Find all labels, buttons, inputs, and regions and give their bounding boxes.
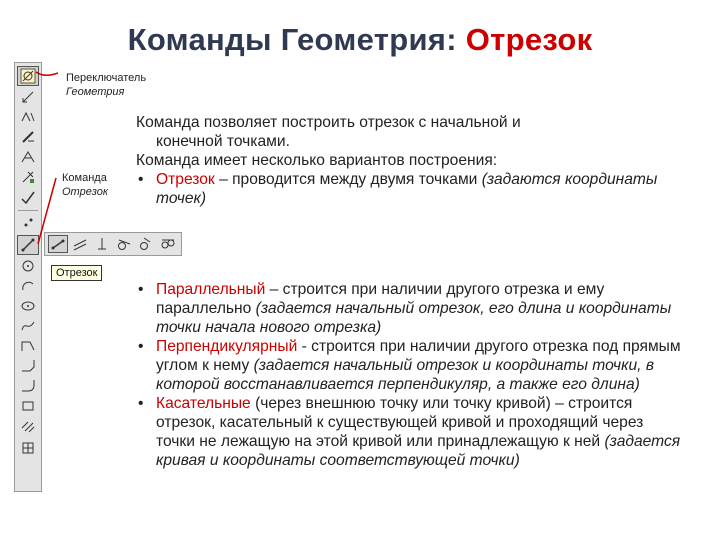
select-icon[interactable] <box>18 188 38 206</box>
switch-callout-sub: Геометрия <box>66 86 125 98</box>
parametrization-icon[interactable] <box>18 148 38 166</box>
intro-line2: Команда имеет несколько вариантов построения: <box>136 152 498 169</box>
compact-toolbar <box>14 62 42 492</box>
fillet-icon[interactable] <box>18 377 38 395</box>
tangent-segment-icon[interactable] <box>114 235 134 253</box>
hatch-icon[interactable] <box>18 417 38 435</box>
segment-tooltip: Отрезок <box>51 265 102 281</box>
segment-subtoolbar <box>44 232 182 256</box>
arc-icon[interactable] <box>18 277 38 295</box>
rectangle-icon[interactable] <box>18 397 38 415</box>
tangent-curves-segment-icon[interactable] <box>136 235 156 253</box>
intro-line1b: конечной точками. <box>156 133 290 150</box>
bullet-segment-term: Отрезок <box>156 171 215 188</box>
point-icon[interactable] <box>18 214 38 232</box>
bullet-parallel-term: Параллельный <box>156 281 266 298</box>
circle-icon[interactable] <box>18 257 38 275</box>
slide-title <box>0 22 720 58</box>
bullet-tangent-term: Касательные <box>156 395 251 412</box>
segment-icon[interactable] <box>17 235 39 255</box>
bullet-segment-italic: (задаются координаты точек) <box>156 171 658 207</box>
intro-line1: Команда позволяет построить отрезок с начальной и <box>136 114 521 131</box>
bullet-segment-text: – проводится между двумя точками <box>214 171 482 188</box>
bullet-segment <box>136 170 676 208</box>
bullet-tangent-italic: (задается кривая и координаты соответствующей точки) <box>156 433 681 469</box>
switch-callout-label: Переключатель <box>66 72 147 84</box>
bullet-perpendicular-italic: (задается начальный отрезок и координаты точки, в которой восстанавливается перпендикуляр, а также его длина) <box>156 357 654 393</box>
bullet-perpendicular-text: - строится при наличии другого отрезка под прямым углом к нему <box>156 338 681 374</box>
bullet-dot: • <box>138 395 144 412</box>
bullet-dot: • <box>138 171 144 188</box>
intro-text <box>136 113 676 208</box>
bullet-perpendicular-term: Перпендикулярный <box>156 338 298 355</box>
variants-text <box>136 280 684 470</box>
bullet-tangent-text: (через внешнюю точку или точку кривой) – строится отрезок, касательный к существующей кривой и проходящий через точки не лежащую на этой кривой или принадлежащую к ней <box>156 395 644 450</box>
spline-icon[interactable] <box>18 317 38 335</box>
parallel-segment-icon[interactable] <box>70 235 90 253</box>
bullet-parallel <box>136 280 684 337</box>
edit-icon[interactable] <box>18 128 38 146</box>
designations-icon[interactable] <box>18 108 38 126</box>
perpendicular-segment-icon[interactable] <box>92 235 112 253</box>
bullet-perpendicular <box>136 337 684 394</box>
contour-icon[interactable] <box>18 439 38 457</box>
chamfer-icon[interactable] <box>18 357 38 375</box>
switch-callout <box>66 71 146 99</box>
bullet-dot: • <box>138 281 144 298</box>
bullet-parallel-italic: (задается начальный отрезок, его длина и координаты точки начала нового отрезка) <box>156 300 672 336</box>
command-callout <box>62 171 108 199</box>
polyline-icon[interactable] <box>18 337 38 355</box>
dimensions-icon[interactable] <box>18 88 38 106</box>
bullet-tangent <box>136 394 684 470</box>
measure-icon[interactable] <box>18 168 38 186</box>
ellipse-icon[interactable] <box>18 297 38 315</box>
command-callout-sub: Отрезок <box>62 186 109 198</box>
geometry-switch-icon[interactable] <box>17 66 39 86</box>
bisector-segment-icon[interactable] <box>158 235 178 253</box>
segment-variant-icon[interactable] <box>48 235 68 253</box>
title-accent: Отрезок <box>465 22 593 57</box>
bullet-parallel-text: – строится при наличии другого отрезка и ему параллельно <box>156 281 605 317</box>
title-prefix: Команды Геометрия: <box>127 22 466 57</box>
command-callout-label: Команда <box>62 172 107 184</box>
bullet-dot: • <box>138 338 144 355</box>
